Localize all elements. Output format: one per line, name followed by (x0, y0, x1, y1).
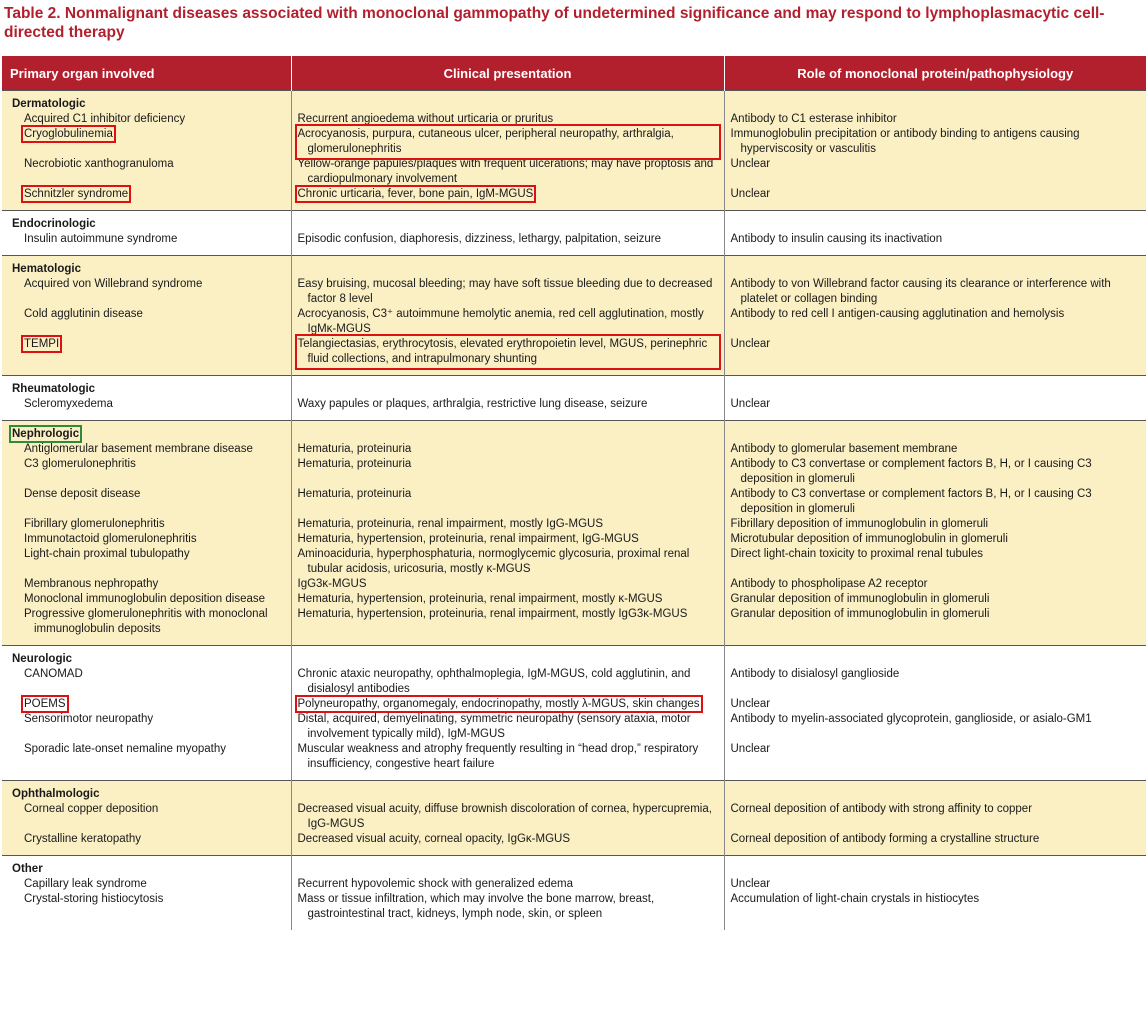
disease-name: TEMPI (24, 338, 60, 350)
pathophysiology: Antibody to insulin causing its inactivation (730, 233, 943, 245)
pathophysiology: Antibody to red cell I antigen-causing agglutination and hemolysis (730, 308, 1065, 320)
disease-name: POEMS (24, 698, 66, 710)
group-dermatologic (2, 91, 1146, 211)
pathophysiology: Antibody to glomerular basement membrane (730, 443, 958, 455)
pathophysiology: Unclear (730, 698, 771, 710)
pathophysiology: Unclear (730, 338, 771, 350)
column-header-organ: Primary organ involved (2, 56, 291, 91)
clinical-presentation: Yellow-orange papules/plaques with frequent ulcerations; may have proptosis and cardiopulmonary involvement (297, 158, 714, 185)
clinical-presentation: IgG3κ-MGUS (297, 578, 367, 590)
table-row (2, 802, 1146, 832)
clinical-presentation: Chronic urticaria, fever, bone pain, IgM-MGUS (297, 188, 534, 200)
disease-name: CANOMAD (24, 668, 83, 680)
table-row (2, 607, 1146, 646)
disease-name: Acquired von Willebrand syndrome (24, 278, 203, 290)
table-row (2, 877, 1146, 892)
clinical-presentation: Distal, acquired, demyelinating, symmetric neuropathy (sensory ataxia, motor involvement typically mild), IgM-MGUS (297, 713, 691, 740)
disease-name: Antiglomerular basement membrane disease (24, 443, 253, 455)
pathophysiology: Antibody to C1 esterase inhibitor (730, 113, 897, 125)
group-endocrinologic (2, 211, 1146, 256)
clinical-presentation: Aminoaciduria, hyperphosphaturia, normoglycemic glycosuria, proximal renal tubular acidosis, uricosuria, mostly κ-MGUS (297, 548, 690, 575)
pathophysiology: Direct light-chain toxicity to proximal renal tubules (730, 548, 983, 560)
clinical-presentation: Hematuria, proteinuria, renal impairment, mostly IgG-MGUS (297, 518, 603, 530)
disease-name: Corneal copper deposition (24, 803, 159, 815)
disease-name: C3 glomerulonephritis (24, 458, 136, 470)
pathophysiology: Unclear (730, 398, 771, 410)
disease-name: Dense deposit disease (24, 488, 141, 500)
group-heading: Other (12, 863, 43, 875)
table-row (2, 517, 1146, 532)
table-row (2, 487, 1146, 517)
disease-name: Progressive glomerulonephritis with monoclonal immunoglobulin deposits (24, 608, 268, 635)
header-row (2, 56, 1146, 91)
group-neurologic (2, 646, 1146, 781)
group-heading: Rheumatologic (12, 383, 96, 395)
clinical-presentation: Hematuria, hypertension, proteinuria, renal impairment, mostly IgG3κ-MGUS (297, 608, 688, 620)
group-heading: Nephrologic (12, 428, 80, 440)
disease-name: Scleromyxedema (24, 398, 113, 410)
disease-name: Fibrillary glomerulonephritis (24, 518, 165, 530)
table-title: Table 2. Nonmalignant diseases associated with monoclonal gammopathy of undetermined significance and may respond to lymphoplasmacytic cell-directed therapy (4, 5, 1105, 41)
clinical-presentation: Hematuria, proteinuria (297, 443, 412, 455)
pathophysiology: Unclear (730, 743, 771, 755)
pathophysiology: Granular deposition of immunoglobulin in glomeruli (730, 593, 990, 605)
disease-name: Cryoglobulinemia (24, 128, 113, 140)
clinical-presentation: Telangiectasias, erythrocytosis, elevated erythropoietin level, MGUS, perinephric fluid collections, and intrapulmonary shunting (298, 337, 718, 367)
group-nephrologic (2, 421, 1146, 646)
clinical-presentation: Acrocyanosis, C3⁺ autoimmune hemolytic anemia, red cell agglutination, mostly IgMκ-MGUS (297, 308, 704, 335)
pathophysiology: Antibody to phospholipase A2 receptor (730, 578, 928, 590)
table-row (2, 397, 1146, 421)
pathophysiology: Unclear (730, 188, 771, 200)
disease-name: Light-chain proximal tubulopathy (24, 548, 190, 560)
group-other (2, 856, 1146, 931)
pathophysiology: Antibody to von Willebrand factor causing its clearance or interference with platelet or collagen binding (730, 278, 1111, 305)
group-hematologic (2, 256, 1146, 376)
column-header-role: Role of monoclonal protein/pathophysiology (724, 56, 1146, 91)
disease-name: Necrobiotic xanthogranuloma (24, 158, 174, 170)
disease-name: Monoclonal immunoglobulin deposition disease (24, 593, 266, 605)
pathophysiology: Fibrillary deposition of immunoglobulin in glomeruli (730, 518, 989, 530)
table-row (2, 712, 1146, 742)
group-heading: Neurologic (12, 653, 73, 665)
table-row (2, 232, 1146, 256)
clinical-presentation: Episodic confusion, diaphoresis, dizziness, lethargy, palpitation, seizure (297, 233, 662, 245)
clinical-presentation: Chronic ataxic neuropathy, ophthalmoplegia, IgM-MGUS, cold agglutinin, and disialosyl antibodies (297, 668, 691, 695)
table-row (2, 592, 1146, 607)
pathophysiology: Granular deposition of immunoglobulin in glomeruli (730, 608, 990, 620)
pathophysiology: Unclear (730, 878, 771, 890)
clinical-presentation: Recurrent hypovolemic shock with generalized edema (297, 878, 574, 890)
pathophysiology: Antibody to C3 convertase or complement factors B, H, or I causing C3 deposition in glomeruli (730, 488, 1092, 515)
disease-name: Immunotactoid glomerulonephritis (24, 533, 197, 545)
table-row (2, 307, 1146, 337)
clinical-presentation: Muscular weakness and atrophy frequently resulting in “head drop,” respiratory insufficiency, congestive heart failure (297, 743, 699, 770)
disease-name: Crystal-storing histiocytosis (24, 893, 164, 905)
pathophysiology: Immunoglobulin precipitation or antibody binding to antigens causing hyperviscosity or vasculitis (730, 128, 1080, 155)
pathophysiology: Antibody to myelin-associated glycoprotein, ganglioside, or asialo-GM1 (730, 713, 1092, 725)
group-ophthalmologic (2, 781, 1146, 856)
disease-name: Capillary leak syndrome (24, 878, 147, 890)
disease-name: Schnitzler syndrome (24, 188, 129, 200)
table-row (2, 892, 1146, 930)
table-row (2, 577, 1146, 592)
clinical-presentation: Easy bruising, mucosal bleeding; may have soft tissue bleeding due to decreased factor 8 level (297, 278, 713, 305)
clinical-presentation: Hematuria, proteinuria (297, 488, 412, 500)
group-heading: Dermatologic (2, 91, 291, 113)
clinical-presentation: Hematuria, hypertension, proteinuria, renal impairment, IgG-MGUS (297, 533, 639, 545)
column-header-presentation: Clinical presentation (291, 56, 724, 91)
disease-name: Sporadic late-onset nemaline myopathy (24, 743, 227, 755)
table-row (2, 442, 1146, 457)
pathophysiology: Corneal deposition of antibody forming a crystalline structure (730, 833, 1040, 845)
clinical-presentation: Polyneuropathy, organomegaly, endocrinopathy, mostly λ-MGUS, skin changes (297, 698, 700, 710)
pathophysiology: Accumulation of light-chain crystals in histiocytes (730, 893, 980, 905)
clinical-presentation: Decreased visual acuity, corneal opacity, IgGκ-MGUS (297, 833, 570, 845)
group-heading: Ophthalmologic (2, 781, 291, 803)
disease-name: Acquired C1 inhibitor deficiency (24, 113, 186, 125)
table-row (2, 457, 1146, 487)
table-row (2, 277, 1146, 307)
clinical-presentation: Hematuria, hypertension, proteinuria, renal impairment, mostly κ-MGUS (297, 593, 663, 605)
pathophysiology: Antibody to disialosyl ganglioside (730, 668, 900, 680)
table-row (2, 547, 1146, 577)
table-row (2, 832, 1146, 856)
table-row (2, 337, 1146, 376)
disease-table (2, 56, 1146, 930)
table-row (2, 112, 1146, 127)
table-row (2, 667, 1146, 697)
disease-name: Sensorimotor neuropathy (24, 713, 154, 725)
pathophysiology: Antibody to C3 convertase or complement factors B, H, or I causing C3 deposition in glomeruli (730, 458, 1092, 485)
pathophysiology: Microtubular deposition of immunoglobulin in glomeruli (730, 533, 1008, 545)
clinical-presentation: Mass or tissue infiltration, which may involve the bone marrow, breast, gastrointestinal tract, kidneys, lymph node, skin, or spleen (297, 893, 655, 920)
pathophysiology: Unclear (730, 158, 771, 170)
table-row (2, 697, 1146, 712)
table-row (2, 187, 1146, 211)
table-row (2, 157, 1146, 187)
disease-name: Membranous nephropathy (24, 578, 159, 590)
disease-name: Crystalline keratopathy (24, 833, 141, 845)
clinical-presentation: Waxy papules or plaques, arthralgia, restrictive lung disease, seizure (297, 398, 648, 410)
group-heading: Endocrinologic (12, 218, 96, 230)
disease-name: Insulin autoimmune syndrome (24, 233, 178, 245)
group-heading: Hematologic (2, 256, 291, 278)
table-row (2, 532, 1146, 547)
disease-name: Cold agglutinin disease (24, 308, 143, 320)
pathophysiology: Corneal deposition of antibody with strong affinity to copper (730, 803, 1033, 815)
clinical-presentation: Hematuria, proteinuria (297, 458, 412, 470)
clinical-presentation: Decreased visual acuity, diffuse brownish discoloration of cornea, hypercupremia, IgG-MGUS (297, 803, 712, 830)
table-row (2, 742, 1146, 781)
clinical-presentation: Recurrent angioedema without urticaria or pruritus (297, 113, 554, 125)
table-row (2, 127, 1146, 157)
clinical-presentation: Acrocyanosis, purpura, cutaneous ulcer, peripheral neuropathy, arthralgia, glomerulonephritis (298, 127, 718, 157)
group-rheumatologic (2, 376, 1146, 421)
